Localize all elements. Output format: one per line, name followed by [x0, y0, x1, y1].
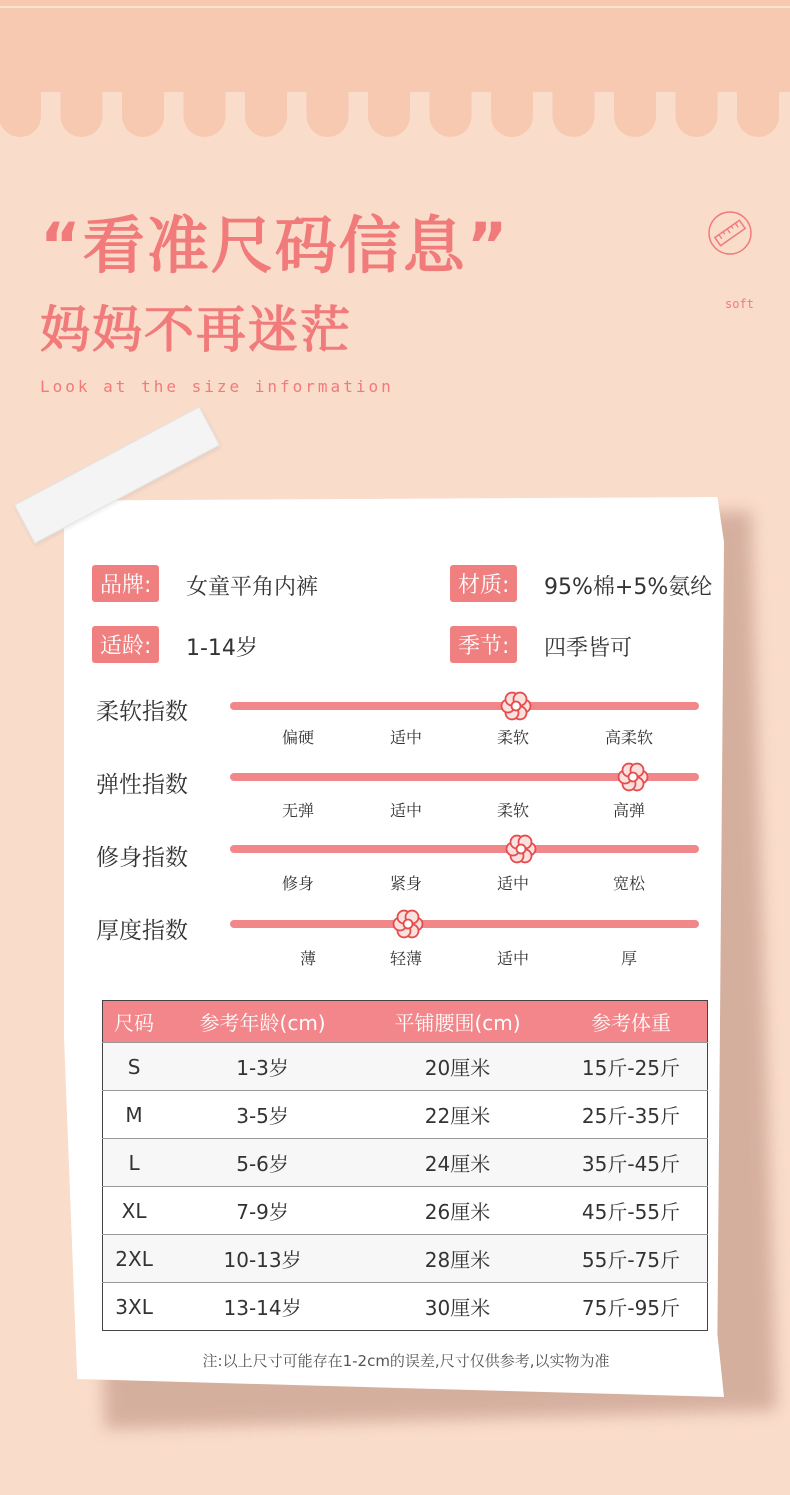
softness-tick: 高柔软 — [604, 728, 654, 747]
table-header-weight: 参考体重 — [555, 1001, 708, 1043]
elasticity-tick: 无弹 — [281, 801, 315, 820]
table-row — [103, 1283, 708, 1331]
waist-cell: 20厘米 — [360, 1043, 555, 1091]
elasticity-index-label: 弹性指数 — [96, 772, 188, 798]
scalloped-border — [0, 86, 790, 146]
page-title: “看准尺码信息” — [40, 209, 510, 282]
table-row — [103, 1187, 708, 1235]
age-value: 1-14岁 — [186, 636, 258, 661]
age-cell: 5-6岁 — [165, 1139, 360, 1187]
softness-tick: 柔软 — [496, 728, 530, 747]
fit-index-track — [230, 845, 699, 853]
table-header-waist: 平铺腰围(cm) — [360, 1001, 555, 1043]
table-row — [103, 1235, 708, 1283]
weight-cell: 15斤-25斤 — [555, 1043, 708, 1091]
brand-value: 女童平角内裤 — [186, 575, 319, 600]
softness-index-track — [230, 702, 699, 710]
table-row — [103, 1139, 708, 1187]
english-caption: Look at the size information — [40, 377, 394, 396]
season-label: 季节: — [450, 626, 517, 663]
weight-cell: 55斤-75斤 — [555, 1235, 708, 1283]
weight-cell: 25斤-35斤 — [555, 1091, 708, 1139]
weight-cell: 45斤-55斤 — [555, 1187, 708, 1235]
brand-label: 品牌: — [92, 565, 159, 602]
fit-tick: 宽松 — [612, 874, 646, 893]
table-row — [103, 1043, 708, 1091]
material-value: 95%棉+5%氨纶 — [544, 575, 713, 600]
waist-cell: 30厘米 — [360, 1283, 555, 1331]
waist-cell: 22厘米 — [360, 1091, 555, 1139]
fit-marker-icon — [504, 832, 538, 866]
elasticity-tick: 柔软 — [496, 801, 530, 820]
age-cell: 1-3岁 — [165, 1043, 360, 1091]
thickness-tick: 轻薄 — [389, 949, 423, 968]
table-header-age: 参考年龄(cm) — [165, 1001, 360, 1043]
softness-marker-icon — [499, 689, 533, 723]
softness-index-label: 柔软指数 — [96, 699, 188, 725]
table-header-size: 尺码 — [103, 1001, 166, 1043]
disclaimer-note: 注:以上尺寸可能存在1-2cm的误差,尺寸仅供参考,以实物为准 — [202, 1352, 610, 1370]
soft-label: soft — [725, 297, 754, 311]
softness-tick: 偏硬 — [281, 728, 315, 747]
weight-cell: 75斤-95斤 — [555, 1283, 708, 1331]
season-value: 四季皆可 — [544, 636, 633, 661]
age-cell: 13-14岁 — [165, 1283, 360, 1331]
size-table — [102, 1000, 708, 1331]
softness-tick: 适中 — [389, 728, 423, 747]
weight-cell: 35斤-45斤 — [555, 1139, 708, 1187]
size-cell: S — [103, 1043, 166, 1091]
elasticity-tick: 适中 — [389, 801, 423, 820]
size-cell: XL — [103, 1187, 166, 1235]
age-cell: 7-9岁 — [165, 1187, 360, 1235]
size-cell: 3XL — [103, 1283, 166, 1331]
size-cell: M — [103, 1091, 166, 1139]
age-cell: 10-13岁 — [165, 1235, 360, 1283]
fit-tick: 适中 — [496, 874, 530, 893]
waist-cell: 28厘米 — [360, 1235, 555, 1283]
thickness-index-label: 厚度指数 — [96, 918, 188, 944]
age-label: 适龄: — [92, 626, 159, 663]
material-label: 材质: — [450, 565, 517, 602]
thickness-tick: 薄 — [299, 949, 317, 968]
table-header-row — [103, 1001, 708, 1043]
thickness-tick: 适中 — [496, 949, 530, 968]
thickness-tick: 厚 — [620, 949, 638, 968]
waist-cell: 26厘米 — [360, 1187, 555, 1235]
elasticity-tick: 高弹 — [612, 801, 646, 820]
fit-tick: 修身 — [281, 874, 315, 893]
fit-tick: 紧身 — [389, 874, 423, 893]
ruler-icon — [707, 210, 753, 256]
top-band — [0, 0, 790, 92]
elasticity-marker-icon — [616, 760, 650, 794]
thickness-index-track — [230, 920, 699, 928]
fit-index-label: 修身指数 — [96, 845, 188, 871]
page-subtitle: 妈妈不再迷茫 — [40, 301, 352, 359]
waist-cell: 24厘米 — [360, 1139, 555, 1187]
size-cell: 2XL — [103, 1235, 166, 1283]
age-cell: 3-5岁 — [165, 1091, 360, 1139]
size-cell: L — [103, 1139, 166, 1187]
thickness-marker-icon — [391, 907, 425, 941]
table-row — [103, 1091, 708, 1139]
